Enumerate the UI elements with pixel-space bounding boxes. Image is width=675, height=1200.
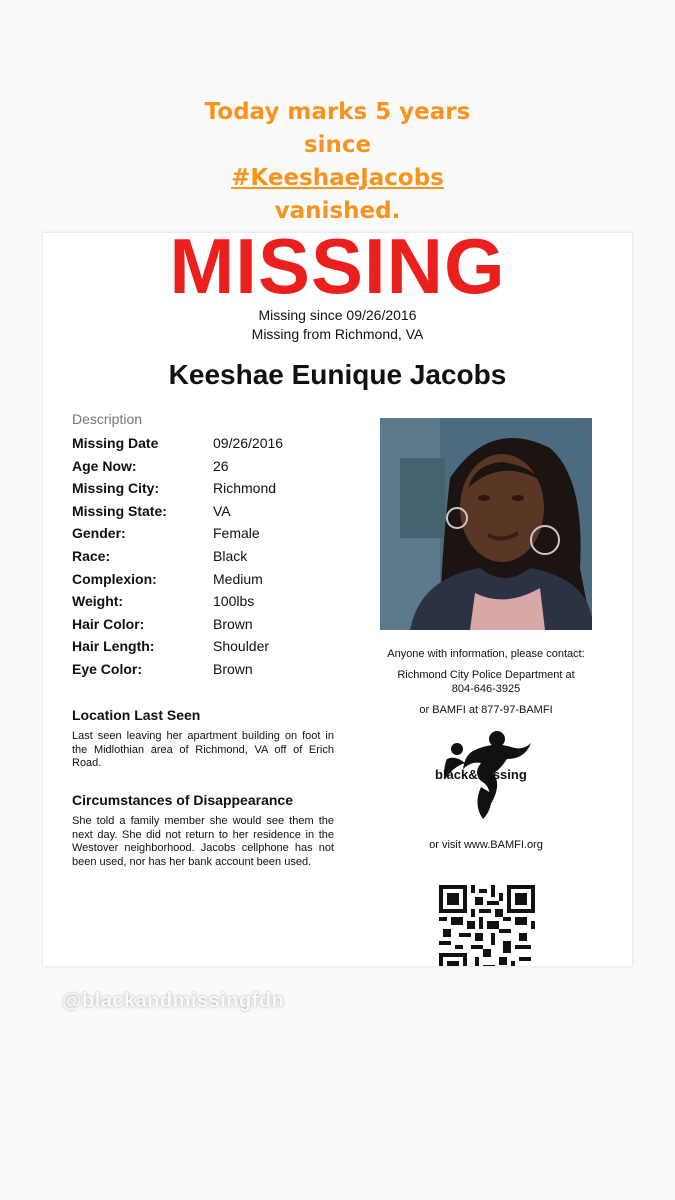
detail-row	[72, 571, 372, 594]
detail-label: Hair Length:	[72, 638, 155, 655]
detail-value: VA	[213, 502, 231, 519]
qr-code	[439, 885, 535, 966]
poster-title: MISSING	[169, 233, 506, 299]
detail-row	[72, 503, 372, 526]
caption-line-1: Today marks 5 years	[204, 99, 471, 125]
location-heading: Location Last Seen	[72, 707, 201, 723]
person-name: Keeshae Eunique Jacobs	[168, 359, 507, 390]
visit-website[interactable]: or visit www.BAMFI.org	[429, 839, 543, 851]
bamfi-logo	[433, 729, 533, 821]
detail-value: 26	[213, 457, 229, 474]
missing-poster	[43, 233, 632, 966]
detail-row	[72, 458, 372, 481]
detail-row	[72, 593, 372, 616]
detail-row	[72, 525, 372, 548]
detail-label: Complexion:	[72, 570, 157, 587]
detail-value: Brown	[213, 615, 253, 632]
detail-row	[72, 616, 372, 639]
circumstances-text: She told a family member she would see them the next day. She did not return to her residence in the Westover neighborhood. Jacobs cellphone has not been used, nor has her bank account been used.	[72, 815, 334, 868]
story-caption	[0, 96, 675, 228]
description-heading: Description	[72, 411, 143, 427]
missing-from: Missing from Richmond, VA	[251, 326, 424, 342]
detail-value: 100lbs	[213, 593, 255, 610]
detail-label: Missing City:	[72, 480, 160, 497]
detail-value: Shoulder	[213, 638, 270, 655]
contact-bamfi: or BAMFI at 877-97-BAMFI	[419, 704, 553, 716]
detail-label: Age Now:	[72, 457, 137, 474]
detail-label: Race:	[72, 547, 111, 564]
detail-label: Hair Color:	[72, 615, 145, 632]
detail-label: Eye Color:	[72, 660, 143, 677]
detail-row	[72, 480, 372, 503]
detail-label: Missing State:	[72, 502, 167, 519]
circumstances-heading: Circumstances of Disappearance	[72, 792, 293, 808]
logo-text: black&missing	[435, 767, 527, 782]
contact-intro: Anyone with information, please contact:	[387, 648, 585, 660]
detail-row	[72, 548, 372, 571]
detail-value: Female	[213, 525, 260, 542]
detail-row	[72, 435, 372, 458]
details-list	[72, 435, 372, 684]
detail-label: Missing Date	[72, 435, 159, 451]
watermark-handle: @blackandmissingfdn	[62, 990, 285, 1012]
detail-value: Black	[213, 547, 248, 564]
contact-police	[363, 668, 609, 696]
contact-police-phone: 804-646-3925	[451, 683, 521, 695]
missing-info	[43, 306, 632, 344]
detail-value: Brown	[213, 660, 253, 677]
detail-value: Medium	[213, 570, 263, 587]
detail-label: Weight:	[72, 593, 124, 610]
detail-row	[72, 661, 372, 684]
hashtag-link[interactable]: #KeeshaeJacobs	[231, 165, 444, 191]
caption-line-2: since	[303, 132, 372, 158]
detail-label: Gender:	[72, 525, 126, 542]
person-photo	[380, 418, 592, 630]
caption-line-4: vanished.	[274, 198, 401, 224]
location-text: Last seen leaving her apartment building on foot in the Midlothian area of Richmond, VA off of Erich Road.	[72, 730, 334, 769]
missing-since: Missing since 09/26/2016	[258, 307, 417, 323]
detail-value: Richmond	[213, 480, 277, 497]
detail-value: 09/26/2016	[213, 435, 284, 451]
detail-row	[72, 638, 372, 661]
contact-police-label: Richmond City Police Department at	[397, 669, 575, 681]
